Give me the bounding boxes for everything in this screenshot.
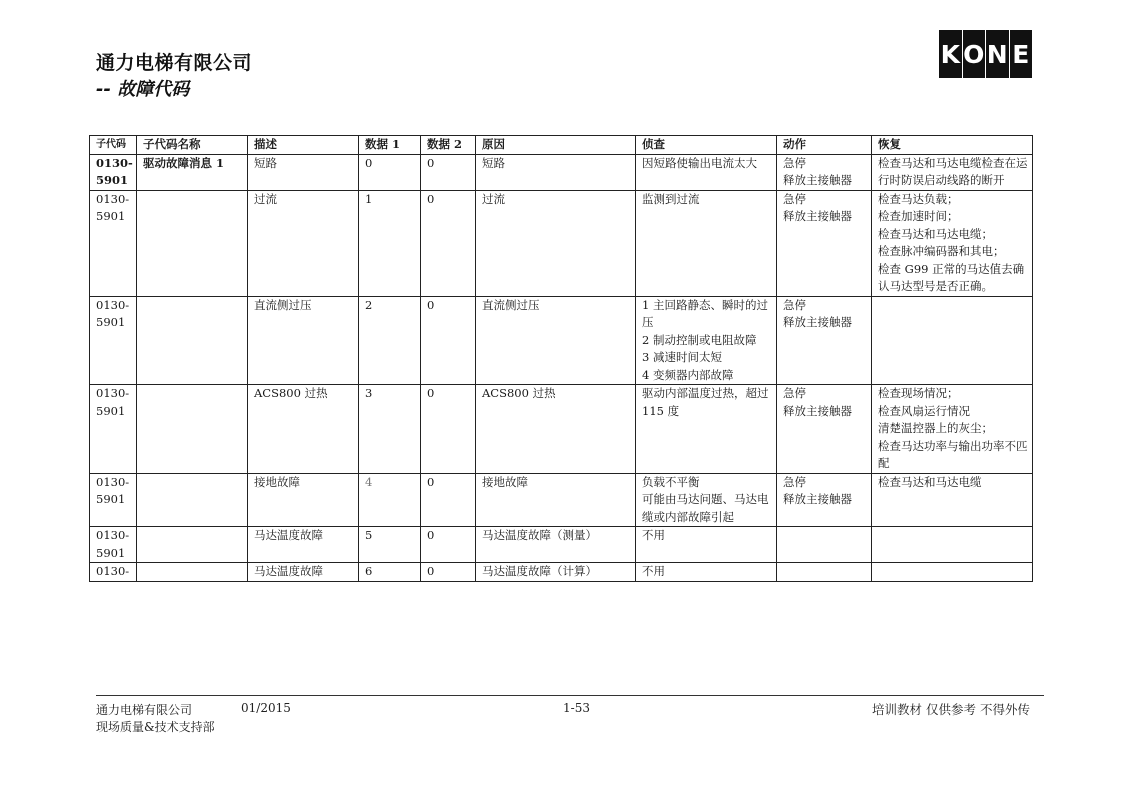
table-row xyxy=(90,154,1033,190)
data1-cell: 2 xyxy=(359,296,421,385)
cause-cell: 马达温度故障（计算） xyxy=(476,563,636,582)
subcode-name-cell: 驱动故障消息 1 xyxy=(137,154,248,190)
description-cell: 接地故障 xyxy=(248,473,359,527)
column-header-data2: 数据 2 xyxy=(421,136,476,155)
data2-cell: 0 xyxy=(421,190,476,296)
footer-company: 通力电梯有限公司 xyxy=(96,703,193,717)
cause-cell: 马达温度故障（测量） xyxy=(476,527,636,563)
detection-cell: 驱动内部温度过热，超过 115 度 xyxy=(636,385,777,474)
data1-cell: 6 xyxy=(359,563,421,582)
cause-cell: 短路 xyxy=(476,154,636,190)
column-header-subcode: 子代码 xyxy=(90,136,137,155)
action-cell: 急停 释放主接触器 xyxy=(777,385,872,474)
recovery-cell: 检查马达和马达电缆 xyxy=(872,473,1033,527)
cause-cell: 直流侧过压 xyxy=(476,296,636,385)
logo-letter: E xyxy=(1010,30,1033,78)
action-cell: 急停 释放主接触器 xyxy=(777,190,872,296)
subcode-cell: 0130- 5901 xyxy=(90,527,137,563)
recovery-cell xyxy=(872,527,1033,563)
action-cell: 急停 释放主接触器 xyxy=(777,154,872,190)
data2-cell: 0 xyxy=(421,563,476,582)
recovery-cell: 检查现场情况； 检查风扇运行情况 清楚温控器上的灰尘； 检查马达功率与输出功率不匹配 xyxy=(872,385,1033,474)
table-row xyxy=(90,527,1033,563)
subcode-name-cell xyxy=(137,190,248,296)
action-cell xyxy=(777,527,872,563)
subcode-cell: 0130- 5901 xyxy=(90,473,137,527)
footer-date: 01/2015 xyxy=(241,701,291,715)
detection-cell: 负载不平衡 可能由马达问题、马达电缆或内部故障引起 xyxy=(636,473,777,527)
subcode-name-cell xyxy=(137,473,248,527)
footer-divider xyxy=(96,695,1044,696)
subcode-cell: 0130- 5901 xyxy=(90,154,137,190)
data1-cell: 1 xyxy=(359,190,421,296)
recovery-cell: 检查马达和马达电缆检查在运行时防误启动线路的断开 xyxy=(872,154,1033,190)
column-header-cause: 原因 xyxy=(476,136,636,155)
subcode-cell: 0130- 5901 xyxy=(90,190,137,296)
subcode-cell: 0130- 5901 xyxy=(90,385,137,474)
table-row xyxy=(90,296,1033,385)
logo-letter: O xyxy=(963,30,986,78)
logo-letter: K xyxy=(939,30,962,78)
kone-logo xyxy=(939,30,1032,78)
column-header-recovery: 恢复 xyxy=(872,136,1033,155)
action-cell: 急停 释放主接触器 xyxy=(777,473,872,527)
table-row xyxy=(90,190,1033,296)
logo-letter: N xyxy=(986,30,1009,78)
company-title: 通力电梯有限公司 xyxy=(96,52,253,74)
data1-cell: 5 xyxy=(359,527,421,563)
fault-code-table xyxy=(89,135,1033,582)
detection-cell: 监测到过流 xyxy=(636,190,777,296)
column-header-action: 动作 xyxy=(777,136,872,155)
recovery-cell xyxy=(872,296,1033,385)
table-row xyxy=(90,473,1033,527)
footer-notice: 培训教材 仅供参考 不得外传 xyxy=(872,702,1030,717)
description-cell: 马达温度故障 xyxy=(248,527,359,563)
detection-cell: 1 主回路静态、瞬时的过压 2 制动控制或电阻故障 3 减速时间太短 4 变频器内部故障 xyxy=(636,296,777,385)
description-cell: 过流 xyxy=(248,190,359,296)
cause-cell: 过流 xyxy=(476,190,636,296)
table-row xyxy=(90,563,1033,582)
subcode-cell: 0130- 5901 xyxy=(90,296,137,385)
document-subtitle: -- 故障代码 xyxy=(96,79,190,100)
footer-department: 现场质量&技术支持部 xyxy=(96,720,215,734)
recovery-cell: 检查马达负载； 检查加速时间； 检查马达和马达电缆； 检查脉冲编码器和其电； 检查 G99 正常的马达值去确认马达型号是否正确。 xyxy=(872,190,1033,296)
action-cell xyxy=(777,563,872,582)
detection-cell: 不用 xyxy=(636,563,777,582)
description-cell: ACS800 过热 xyxy=(248,385,359,474)
subcode-name-cell xyxy=(137,385,248,474)
data2-cell: 0 xyxy=(421,154,476,190)
cause-cell: 接地故障 xyxy=(476,473,636,527)
description-cell: 马达温度故障 xyxy=(248,563,359,582)
column-header-description: 描述 xyxy=(248,136,359,155)
table-header-row xyxy=(90,136,1033,155)
recovery-cell xyxy=(872,563,1033,582)
data2-cell: 0 xyxy=(421,473,476,527)
description-cell: 短路 xyxy=(248,154,359,190)
data2-cell: 0 xyxy=(421,385,476,474)
subcode-cell: 0130- xyxy=(90,563,137,582)
subcode-name-cell xyxy=(137,296,248,385)
footer-page-number: 1-53 xyxy=(563,701,590,715)
detection-cell: 因短路使输出电流太大 xyxy=(636,154,777,190)
data1-cell: 3 xyxy=(359,385,421,474)
description-cell: 直流侧过压 xyxy=(248,296,359,385)
column-header-data1: 数据 1 xyxy=(359,136,421,155)
column-header-subcode-name: 子代码名称 xyxy=(137,136,248,155)
data1-cell: 0 xyxy=(359,154,421,190)
data1-cell: 4 xyxy=(359,473,421,527)
cause-cell: ACS800 过热 xyxy=(476,385,636,474)
action-cell: 急停 释放主接触器 xyxy=(777,296,872,385)
subcode-name-cell xyxy=(137,563,248,582)
data2-cell: 0 xyxy=(421,527,476,563)
subcode-name-cell xyxy=(137,527,248,563)
column-header-detection: 侦查 xyxy=(636,136,777,155)
detection-cell: 不用 xyxy=(636,527,777,563)
data2-cell: 0 xyxy=(421,296,476,385)
table-row xyxy=(90,385,1033,474)
